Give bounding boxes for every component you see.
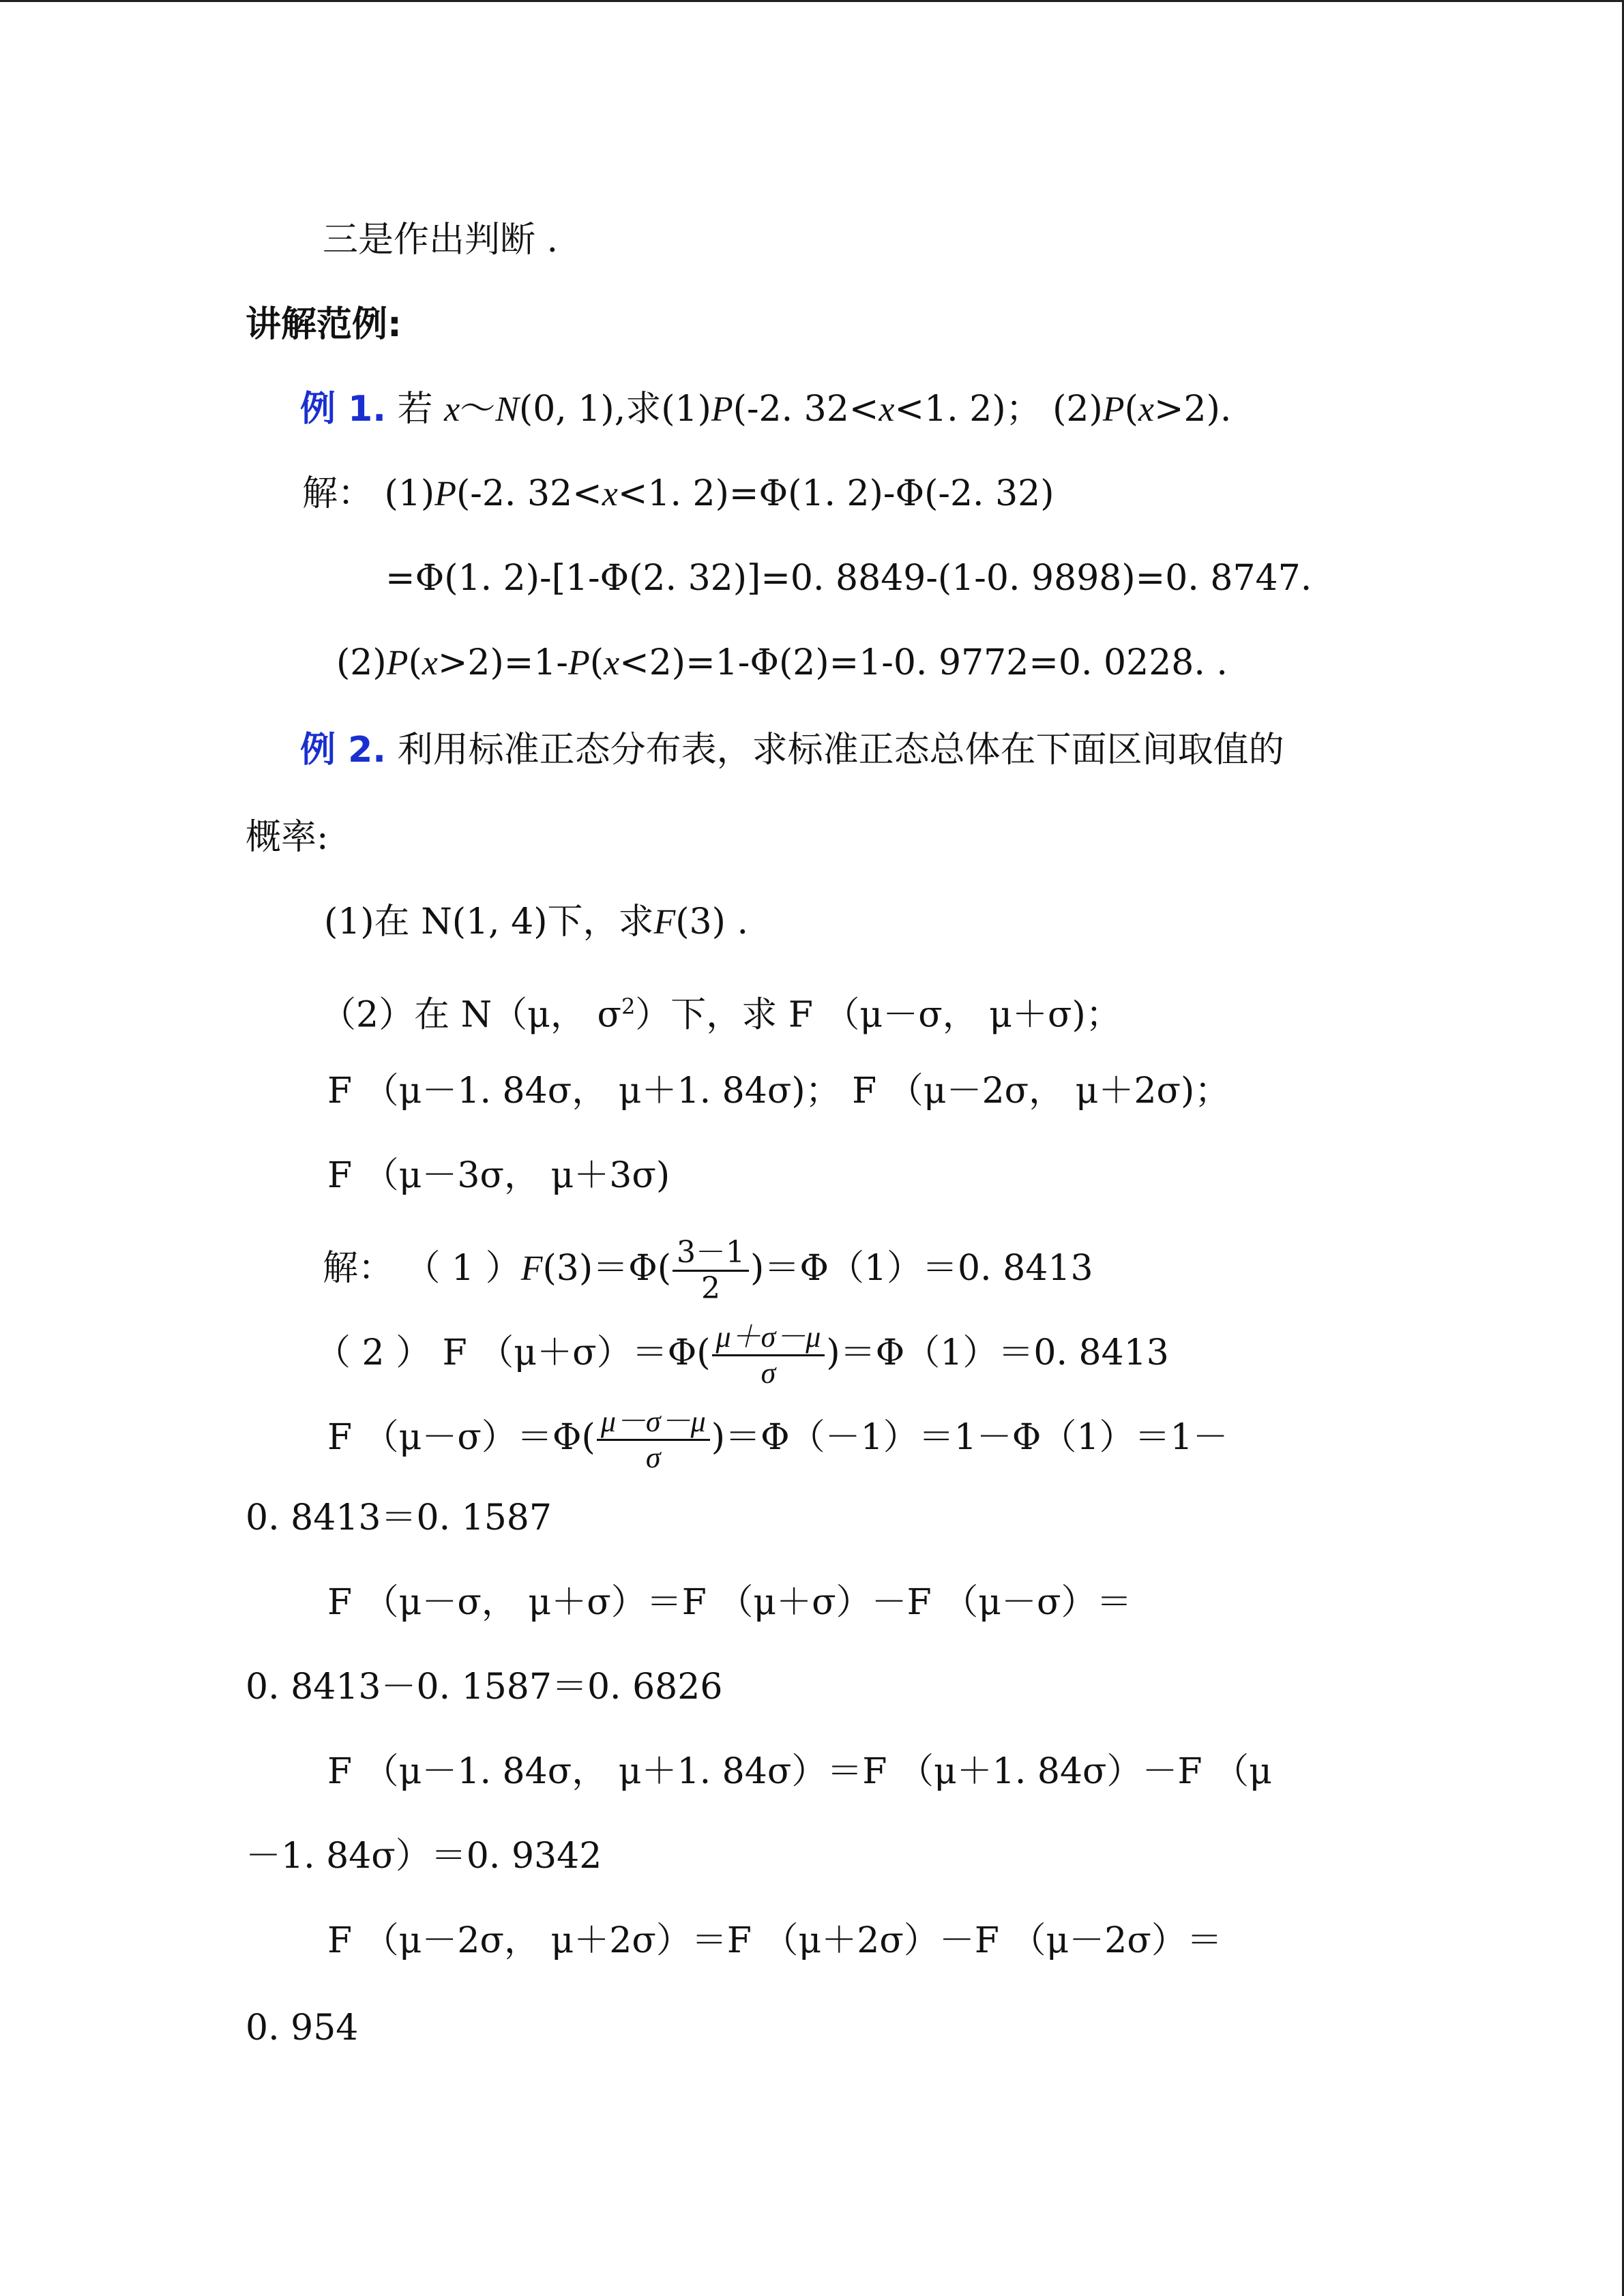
var-P: P: [568, 644, 590, 683]
text: 三是作出判断 .: [323, 220, 559, 260]
question-part-2-cont-2: [327, 1155, 670, 1196]
text: )＝Φ（1）＝0. 8413: [750, 1248, 1093, 1289]
question-part-2: [321, 986, 1121, 1035]
text: >2).: [1153, 389, 1232, 430]
text: .: [725, 901, 748, 942]
text: 0. 954: [246, 2008, 359, 2048]
var-x: x: [422, 644, 438, 683]
solution-1-line-1: [302, 473, 1054, 515]
tilde: ～: [460, 389, 496, 430]
var-x: x: [604, 644, 620, 683]
text: (: [1124, 389, 1138, 430]
answer-line-9: [246, 2008, 358, 2048]
page-border-top: [0, 0, 1624, 2]
answer-line-8: [327, 1920, 1222, 1961]
text: 解： （ 1 ）: [323, 1248, 521, 1289]
text: (-2. 32<: [456, 473, 602, 514]
text: (: [589, 642, 604, 683]
text: (1)在 N(1, 4)下，求: [324, 901, 654, 942]
var-x: x: [444, 390, 460, 429]
text: （2）在 N（μ， σ: [321, 994, 621, 1036]
answer-line-5: [246, 1667, 722, 1708]
text: 解： (1): [302, 473, 435, 514]
fraction-denominator: σ: [645, 1441, 661, 1474]
fraction: [712, 1320, 825, 1390]
fraction: [673, 1236, 749, 1306]
text: F （μ－3σ， μ＋3σ): [327, 1155, 670, 1196]
text: =Φ(1. 2)-[1-Φ(2. 32)]=0. 8849-(1-0. 9898)=0. 8747.: [385, 558, 1312, 599]
text: F （μ－σ）＝Φ(: [327, 1417, 595, 1458]
example-2-question-cont: [246, 817, 329, 858]
text: (-2. 32<: [733, 389, 879, 430]
text: ）下，求 F （μ－σ， μ＋σ)；: [635, 994, 1121, 1036]
question-part-2-cont: [327, 1071, 1230, 1112]
var-x: x: [879, 390, 895, 429]
superscript: 2: [621, 994, 636, 1019]
fraction-denominator: σ: [761, 1356, 776, 1390]
text: (0, 1),求(1): [518, 389, 711, 430]
text: ＝Φ(: [593, 1248, 672, 1289]
text: )＝Φ（－1）＝1－Φ（1）＝1－: [711, 1417, 1228, 1458]
var-P: P: [711, 390, 733, 429]
solution-1-line-2: [385, 558, 1312, 599]
text: 0. 8413－0. 1587＝0. 6826: [246, 1667, 723, 1708]
var-F: F: [653, 903, 676, 942]
text: （ 2 ） F （μ＋σ）＝Φ(: [315, 1332, 711, 1373]
answer-line-4: [327, 1582, 1132, 1623]
fraction-numerator: μ＋σ－μ: [712, 1320, 825, 1356]
text: 若: [386, 389, 445, 430]
text: >2)=1-: [437, 642, 568, 683]
solution-1-line-3: [336, 642, 1228, 684]
answer-part-2-line-1: [315, 1320, 1169, 1390]
text: 0. 8413＝0. 1587: [246, 1497, 552, 1538]
var-x: x: [1138, 390, 1154, 429]
heading-text: 讲解范例:: [246, 304, 402, 345]
text: F （μ－1. 84σ， μ＋1. 84σ）＝F （μ＋1. 84σ）－F （μ: [327, 1751, 1272, 1792]
example-1-label: 例 1.: [300, 389, 387, 430]
text: (2): [336, 642, 387, 683]
var-F: F: [520, 1249, 543, 1288]
example-1-question: [300, 389, 1231, 430]
section-heading-examples: [246, 304, 402, 345]
answer-part-1: [323, 1236, 1093, 1306]
example-2-question: [300, 730, 1284, 771]
text: F （μ－σ， μ＋σ）＝F （μ＋σ）－F （μ－σ）＝: [327, 1582, 1132, 1623]
text: －1. 84σ）＝0. 9342: [246, 1836, 602, 1877]
text: F （μ－2σ， μ＋2σ）＝F （μ＋2σ）－F （μ－2σ）＝: [327, 1920, 1222, 1961]
text: <2)=1-Φ(2)=1-0. 9772=0. 0228. .: [619, 642, 1228, 683]
text: <1. 2)； (2): [894, 389, 1103, 430]
answer-line-6: [327, 1751, 1272, 1792]
var-x: x: [602, 475, 618, 513]
text: 概率:: [246, 817, 329, 858]
var-P: P: [434, 475, 456, 513]
fraction: [597, 1405, 710, 1475]
var-P: P: [1102, 390, 1125, 429]
text: 利用标准正态分布表，求标准正态总体在下面区间取值的: [386, 730, 1284, 771]
var-N: N: [495, 390, 519, 429]
fraction-numerator: μ－σ－μ: [597, 1405, 710, 1441]
fraction-denominator: 2: [701, 1271, 721, 1306]
example-2-label: 例 2.: [300, 730, 387, 771]
text: (3): [542, 1248, 593, 1289]
var-P: P: [386, 644, 409, 683]
answer-line-7: [246, 1836, 602, 1877]
answer-part-2-line-2: [327, 1405, 1228, 1475]
question-part-1: [324, 901, 748, 943]
text: )＝Φ（1）＝0. 8413: [826, 1332, 1169, 1373]
fraction-numerator: 3－1: [673, 1236, 749, 1272]
text: F （μ－1. 84σ， μ＋1. 84σ)； F （μ－2σ， μ＋2σ)；: [327, 1071, 1230, 1112]
text-line-judgement: [323, 220, 558, 260]
answer-part-2-line-3: [246, 1497, 552, 1538]
text: <1. 2)=Φ(1. 2)-Φ(-2. 32): [617, 473, 1054, 514]
text: (: [408, 642, 422, 683]
text: (3): [675, 901, 726, 942]
